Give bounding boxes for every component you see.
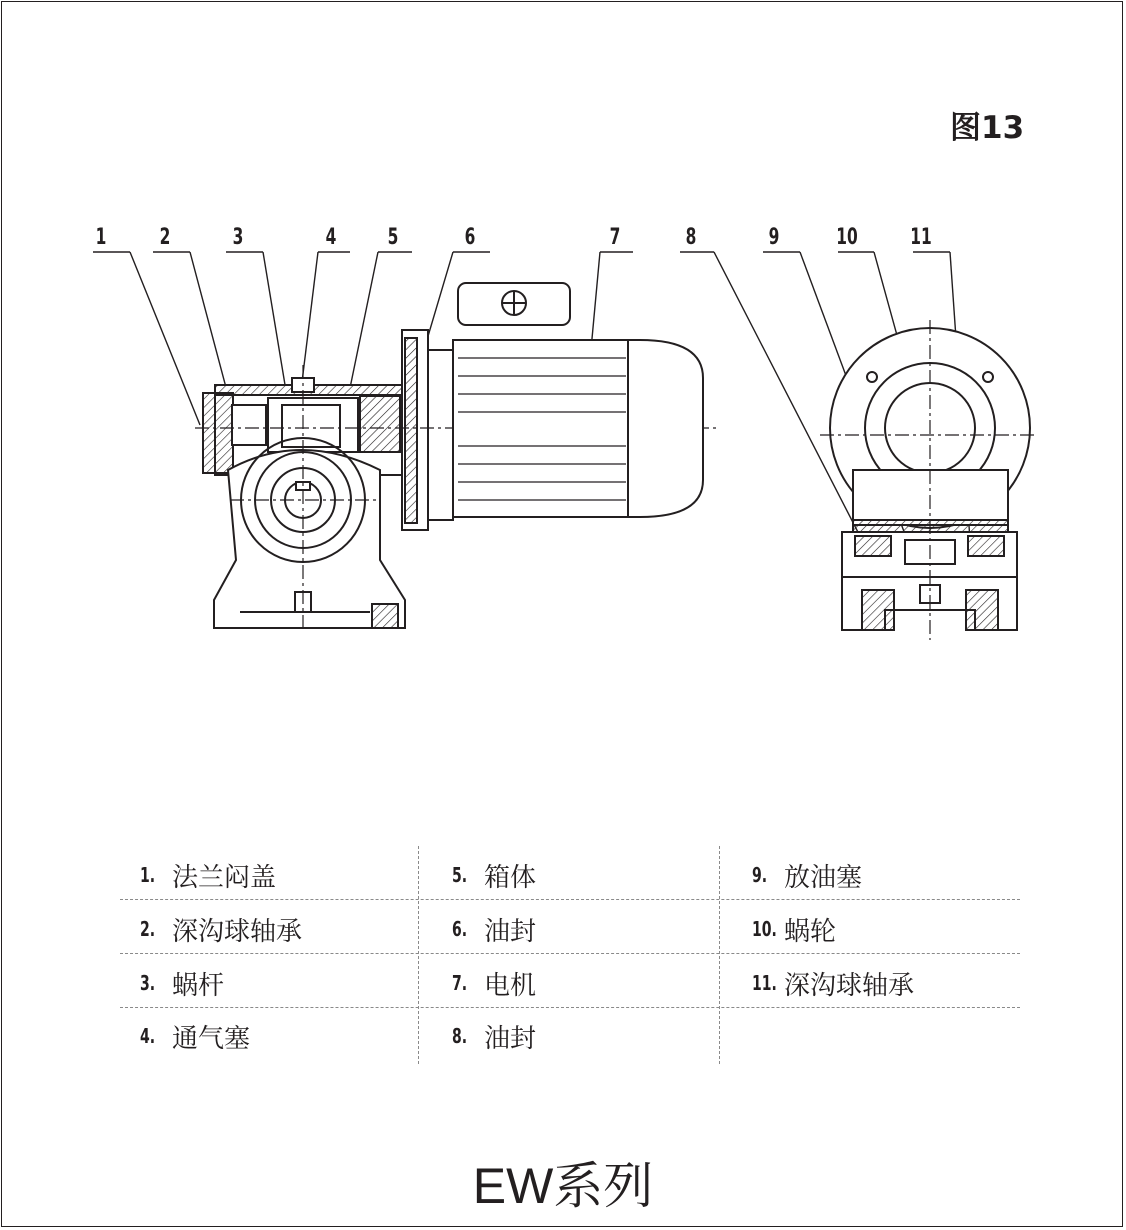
- legend-item: 7. 电机: [452, 970, 537, 1001]
- legend-item: 1. 法兰闷盖: [140, 862, 277, 893]
- callout-6: 6: [464, 225, 476, 250]
- legend-item: 6. 油封: [452, 916, 537, 947]
- callout-1: 1: [95, 225, 107, 250]
- parts-legend: [120, 846, 1020, 1066]
- legend-item: 5. 箱体: [452, 862, 537, 893]
- callout-5: 5: [387, 225, 399, 250]
- callout-10: 10: [836, 225, 858, 250]
- legend-item: 3. 蜗杆: [140, 970, 225, 1001]
- legend-item: 8. 油封: [452, 1023, 537, 1054]
- callout-9: 9: [768, 225, 780, 250]
- legend-divider: [719, 846, 720, 1064]
- motor: [453, 283, 703, 517]
- legend-item: 11. 深沟球轴承: [752, 970, 915, 1001]
- legend-divider: [120, 899, 1020, 900]
- callout-7: 7: [609, 225, 621, 250]
- legend-divider: [120, 1007, 1020, 1008]
- legend-divider: [418, 846, 419, 1064]
- callout-8: 8: [685, 225, 697, 250]
- callout-4: 4: [325, 225, 337, 250]
- gearbox-front-view: [820, 320, 1035, 640]
- callout-3: 3: [232, 225, 244, 250]
- figure-label: 图13: [950, 110, 1025, 146]
- series-title: EW系列: [472, 1158, 654, 1214]
- legend-item: 9. 放油塞: [752, 862, 863, 893]
- legend-item: 4. 通气塞: [140, 1023, 251, 1054]
- legend-divider: [120, 953, 1020, 954]
- legend-item: 2. 深沟球轴承: [140, 916, 303, 947]
- legend-item: 10. 蜗轮: [752, 916, 837, 947]
- callout-11: 11: [910, 225, 932, 250]
- callout-2: 2: [159, 225, 171, 250]
